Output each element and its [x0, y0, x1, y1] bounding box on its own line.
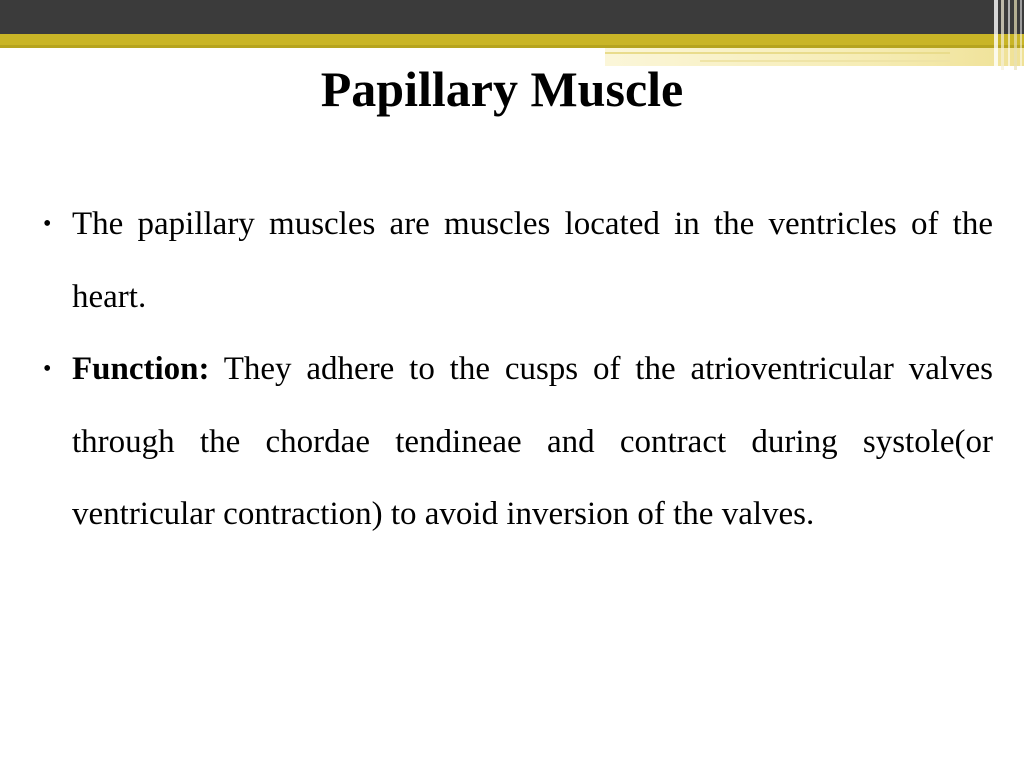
bullet-icon: • — [43, 356, 52, 382]
bullet-text: The papillary muscles are muscles located in the ventricles of the heart. — [72, 206, 993, 315]
header-dark-band — [0, 0, 1024, 34]
bullet-icon: • — [43, 211, 52, 237]
header-decor-stripe — [1014, 0, 1017, 70]
bullet-text: They adhere to the cusps of the atrioventricular valves through the chordae tendineae and contract during systole(or ventricular contraction) to avoid inversion of the valves. — [72, 351, 993, 532]
header-decor-line — [605, 52, 950, 54]
header-decor-stripe — [1020, 0, 1022, 70]
slide-title: Papillary Muscle — [320, 61, 684, 117]
bullet-list — [43, 188, 993, 551]
header-decor-stripe — [1008, 0, 1010, 70]
bullet-item-definition — [43, 188, 993, 333]
bullet-term: Function: — [72, 351, 210, 387]
bullet-item-function — [43, 333, 993, 551]
